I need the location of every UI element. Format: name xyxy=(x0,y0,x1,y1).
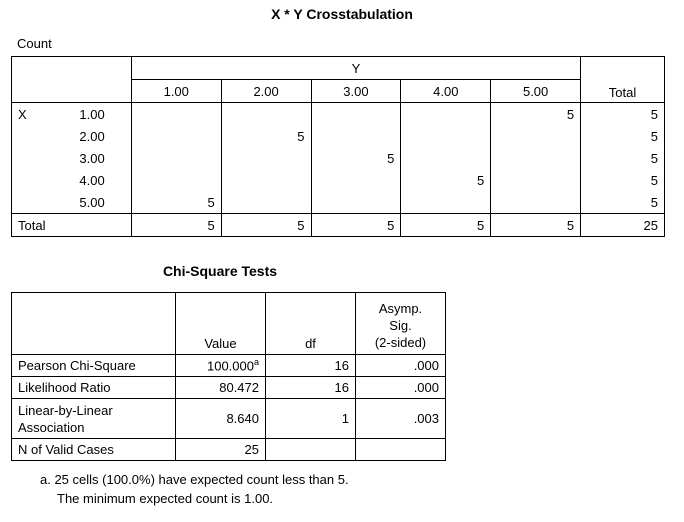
crosstab-table xyxy=(11,56,665,237)
col-header-4: 4.00 xyxy=(401,80,491,103)
col-header-2: 2.00 xyxy=(221,80,311,103)
cell: 5 xyxy=(131,191,221,214)
cell: 5 xyxy=(221,125,311,147)
sig-header xyxy=(356,293,446,355)
cell xyxy=(131,125,221,147)
chi-row-label: N of Valid Cases xyxy=(12,439,176,461)
chi-title: Chi-Square Tests xyxy=(162,263,278,279)
cell xyxy=(491,125,581,147)
row-label: 5.00 xyxy=(79,194,105,210)
row-var-label: X xyxy=(12,103,74,126)
cell xyxy=(401,103,491,126)
chi-sig xyxy=(356,439,446,461)
col-total: 5 xyxy=(491,214,581,237)
sig-header-line3: (2-sided) xyxy=(374,335,427,350)
col-total: 5 xyxy=(221,214,311,237)
cell xyxy=(311,125,401,147)
cell xyxy=(131,169,221,191)
chi-row-label xyxy=(12,399,176,439)
col-header-3: 3.00 xyxy=(311,80,401,103)
chi-row-label-line1: Linear-by-Linear xyxy=(18,402,113,418)
table-row xyxy=(12,169,665,191)
totals-row xyxy=(12,214,665,237)
col-total: 5 xyxy=(401,214,491,237)
cell xyxy=(221,103,311,126)
chi-df: 16 xyxy=(266,377,356,399)
chi-row xyxy=(12,377,446,399)
grand-total: 25 xyxy=(581,214,665,237)
chi-row-label: Pearson Chi-Square xyxy=(12,355,176,377)
row-total: 5 xyxy=(581,125,665,147)
cell xyxy=(221,191,311,214)
table-row xyxy=(12,125,665,147)
chi-row-label: Likelihood Ratio xyxy=(12,377,176,399)
footnote-marker: a xyxy=(253,357,259,368)
chi-row xyxy=(12,355,446,377)
row-label: 2.00 xyxy=(79,128,105,144)
cell xyxy=(131,147,221,169)
cell: 5 xyxy=(491,103,581,126)
row-label: 3.00 xyxy=(79,150,105,166)
sig-header-line2: Sig. xyxy=(389,318,412,333)
row-label: 4.00 xyxy=(79,172,105,188)
cell: 5 xyxy=(311,147,401,169)
cell xyxy=(311,191,401,214)
table-row xyxy=(12,147,665,169)
chi-value-text: 100.000 xyxy=(206,358,254,374)
table-row xyxy=(12,191,665,214)
chi-table xyxy=(11,292,446,461)
total-col-header: Total xyxy=(581,57,665,103)
chi-value: 8.640 xyxy=(176,399,266,439)
chi-df: 16 xyxy=(266,355,356,377)
cell xyxy=(491,169,581,191)
cell xyxy=(311,169,401,191)
chi-row xyxy=(12,439,446,461)
col-var-header: Y xyxy=(131,57,580,80)
sig-header-line1: Asymp. xyxy=(378,301,423,316)
cell xyxy=(491,191,581,214)
cell: 5 xyxy=(401,169,491,191)
col-total: 5 xyxy=(131,214,221,237)
col-header-1: 1.00 xyxy=(131,80,221,103)
chi-corner xyxy=(12,293,176,355)
chi-sig: .003 xyxy=(356,399,446,439)
chi-df xyxy=(266,439,356,461)
row-total: 5 xyxy=(581,147,665,169)
chi-sig: .000 xyxy=(356,355,446,377)
col-total: 5 xyxy=(311,214,401,237)
cell xyxy=(401,125,491,147)
cell xyxy=(221,147,311,169)
cell xyxy=(401,147,491,169)
value-header: Value xyxy=(176,293,266,355)
col-header-5: 5.00 xyxy=(491,80,581,103)
chi-value: 80.472 xyxy=(176,377,266,399)
stat-label: Count xyxy=(17,36,52,51)
cell xyxy=(491,147,581,169)
chi-row xyxy=(12,399,446,439)
chi-row-label-line2: Association xyxy=(18,419,85,435)
row-total: 5 xyxy=(581,191,665,214)
chi-df: 1 xyxy=(266,399,356,439)
footnote-2: The minimum expected count is 1.00. xyxy=(57,491,274,506)
table-row xyxy=(12,103,665,126)
df-header: df xyxy=(266,293,356,355)
cell xyxy=(221,169,311,191)
totals-label: Total xyxy=(12,214,132,237)
chi-header-row xyxy=(12,293,446,355)
row-total: 5 xyxy=(581,103,665,126)
header-row-var xyxy=(12,57,665,80)
crosstab-title: X * Y Crosstabulation xyxy=(271,6,413,22)
row-label: 1.00 xyxy=(79,106,105,122)
corner-cell xyxy=(12,57,132,103)
chi-value: 25 xyxy=(176,439,266,461)
chi-sig: .000 xyxy=(356,377,446,399)
cell xyxy=(401,191,491,214)
chi-value xyxy=(176,355,266,377)
footnote-1: a. 25 cells (100.0%) have expected count less than 5. xyxy=(40,472,349,487)
cell xyxy=(131,103,221,126)
cell xyxy=(311,103,401,126)
row-total: 5 xyxy=(581,169,665,191)
